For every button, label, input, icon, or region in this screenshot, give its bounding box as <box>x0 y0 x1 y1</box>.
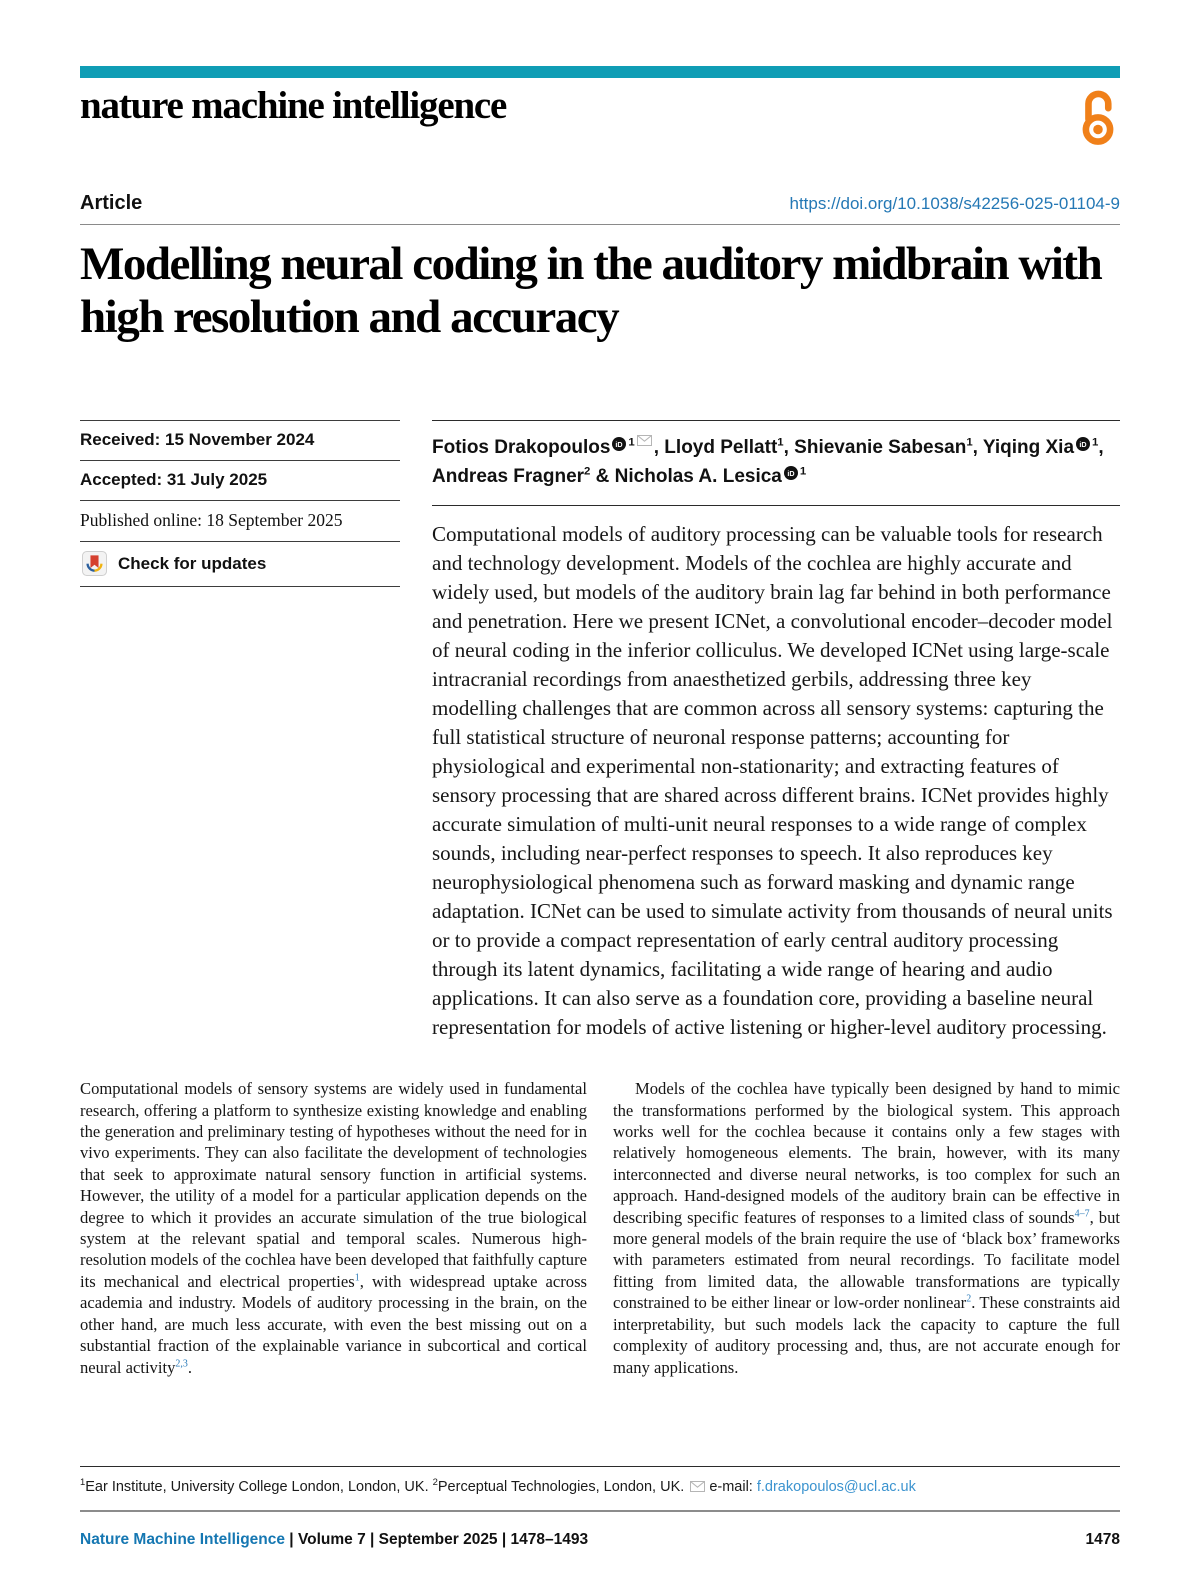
envelope-icon[interactable] <box>637 435 652 446</box>
body-text <box>80 1078 1120 1378</box>
page-bottom <box>80 1466 1120 1549</box>
reference-link[interactable]: 1 <box>354 1272 360 1284</box>
footer-volume-info: | Volume 7 | September 2025 | 1478–1493 <box>285 1531 589 1548</box>
doi-link[interactable]: https://doi.org/10.1038/s42256-025-01104-9 <box>789 194 1120 213</box>
orcid-icon[interactable] <box>784 466 798 480</box>
crossmark-icon <box>82 551 107 576</box>
affiliation-superscript: 1 <box>777 436 784 449</box>
check-for-updates[interactable] <box>80 541 400 587</box>
article-bar <box>80 192 1120 215</box>
svg-text:iD: iD <box>787 469 795 479</box>
affiliation-superscript: 2 <box>584 465 591 478</box>
published-date: Published online: 18 September 2025 <box>80 500 400 541</box>
email-link[interactable]: f.drakopoulos@ucl.ac.uk <box>756 1479 916 1495</box>
masthead-accent-bar <box>80 66 1120 78</box>
affiliation-superscript: 1 <box>966 436 973 449</box>
masthead <box>80 86 1120 148</box>
orcid-icon[interactable] <box>1076 437 1090 451</box>
affiliation-superscript: 1 <box>799 465 807 478</box>
check-for-updates-label: Check for updates <box>118 553 267 573</box>
footer-divider <box>80 1510 1120 1512</box>
envelope-icon <box>690 1481 705 1492</box>
affiliation-superscript: 1 <box>80 1476 86 1488</box>
affiliation-superscript: 1 <box>628 436 635 449</box>
affiliation-superscript: 1 <box>1092 436 1099 449</box>
intro-paragraph-2: Models of the cochlea have typically been designed by hand to mimic the transformations performed by the biological system. This approach works well for the cochlea because it contains only a few stages with relatively homogeneous elements. The brain, however, with its many interconnected and diverse neural networks, is too complex for such an approach. Hand-designed models of the auditory brain can be effective in describing specific features of responses to a limited class of sounds$^{4-7}$, but more general models of the brain require the use of ‘black box’ frameworks with parameters estimated from neural recordings. To facilitate model fitting from limited data, the allowable transformations are typically constrained to be either linear or low-order nonlinear$^2$. These constraints aid interpretability, but such models lack the capacity to capture the full complexity of auditory processing and, thus, are not accurate enough for many applications. <box>613 1079 1120 1377</box>
body-column-right <box>613 1078 1120 1378</box>
author-list: Fotios Drakopoulos iD $^1$ , Lloyd Pellatt$^1$, Shievanie Sabesan$^1$, Yiqing Xia iD $^1$, Andreas Fragner$^2$ & Nicholas A. Lesica iD $^1$ <box>432 420 1120 491</box>
accepted-date: Accepted: 31 July 2025 <box>80 460 400 500</box>
footer-journal-link[interactable]: Nature Machine Intelligence <box>80 1531 285 1548</box>
page-number: 1478 <box>1085 1531 1120 1548</box>
footer-citation <box>80 1531 588 1549</box>
article-divider <box>80 224 1120 225</box>
dates-column <box>80 420 400 587</box>
intro-paragraph-1: Computational models of sensory systems are widely used in fundamental research, offering a platform to synthesize existing knowledge and enabling the generation and preliminary testing of hypotheses without the need for in vivo experiments. They can also facilitate the development of technologies that seek to approximate natural sensory function in artificial systems. However, the utility of a model for a particular application depends on the degree to which it provides an accurate simulation of the true biological system at the relevant spatial and temporal scales. Numerous high-resolution models of the cochlea have been developed that faithfully capture its mechanical and electrical properties$^1$, with widespread uptake across academia and industry. Models of auditory processing in the brain, on the other hand, are much less accurate, with even the best missing out on a substantial fraction of the explainable variance in subcortical and cortical neural activity$^{2,3}$. <box>80 1079 587 1377</box>
article-type-label: Article <box>80 192 143 214</box>
meta-section <box>80 420 1120 1042</box>
page-footer <box>80 1531 1120 1549</box>
journal-wordmark: nature machine intelligence <box>80 84 507 127</box>
body-column-left <box>80 1078 587 1378</box>
svg-text:iD: iD <box>1079 440 1087 450</box>
abstract-text: Computational models of auditory processing can be valuable tools for research and technology development. Models of the cochlea are highly accurate and widely used, but models of the auditory brain lag far behind in both performance and penetration. Here we present ICNet, a convolutional encoder–decoder model of neural coding in the inferior colliculus. We developed ICNet using large-scale intracranial recordings from anaesthetized gerbils, addressing three key modelling challenges that are common across all sensory systems: capturing the full statistical structure of neuronal response patterns; accounting for physiological and experimental non-stationarity; and extracting features of sensory processing that are shared across different brains. ICNet provides highly accurate simulation of multi-unit neural responses to a wide range of complex sounds, including near-perfect responses to speech. It also reproduces key neurophysiological phenomena such as forward masking and dynamic range adaptation. ICNet can be used to simulate activity from thousands of neural units or to provide a compact representation of early central auditory processing through its latent dynamics, facilitating a wide range of hearing and audio applications. It can also serve as a foundation core, providing a baseline neural representation for models of active listening or higher-level auditory processing. <box>432 505 1120 1042</box>
affiliation-superscript: 2 <box>432 1476 438 1488</box>
reference-link[interactable]: 2,3 <box>175 1357 188 1369</box>
authors-abstract-column <box>432 420 1120 1042</box>
reference-link[interactable]: 4–7 <box>1074 1208 1090 1220</box>
svg-text:iD: iD <box>615 440 623 450</box>
orcid-icon[interactable] <box>612 437 626 451</box>
paper-title: Modelling neural coding in the auditory midbrain with high resolution and accuracy <box>80 238 1102 344</box>
affiliations: $^1$Ear Institute, University College London, London, UK. $^2$Perceptual Technologies, London, UK. e-mail: f.drakopoulos@ucl.ac.uk <box>80 1476 916 1495</box>
reference-link[interactable]: 2 <box>966 1293 972 1305</box>
open-access-icon <box>1076 88 1120 151</box>
received-date: Received: 15 November 2024 <box>80 420 400 460</box>
